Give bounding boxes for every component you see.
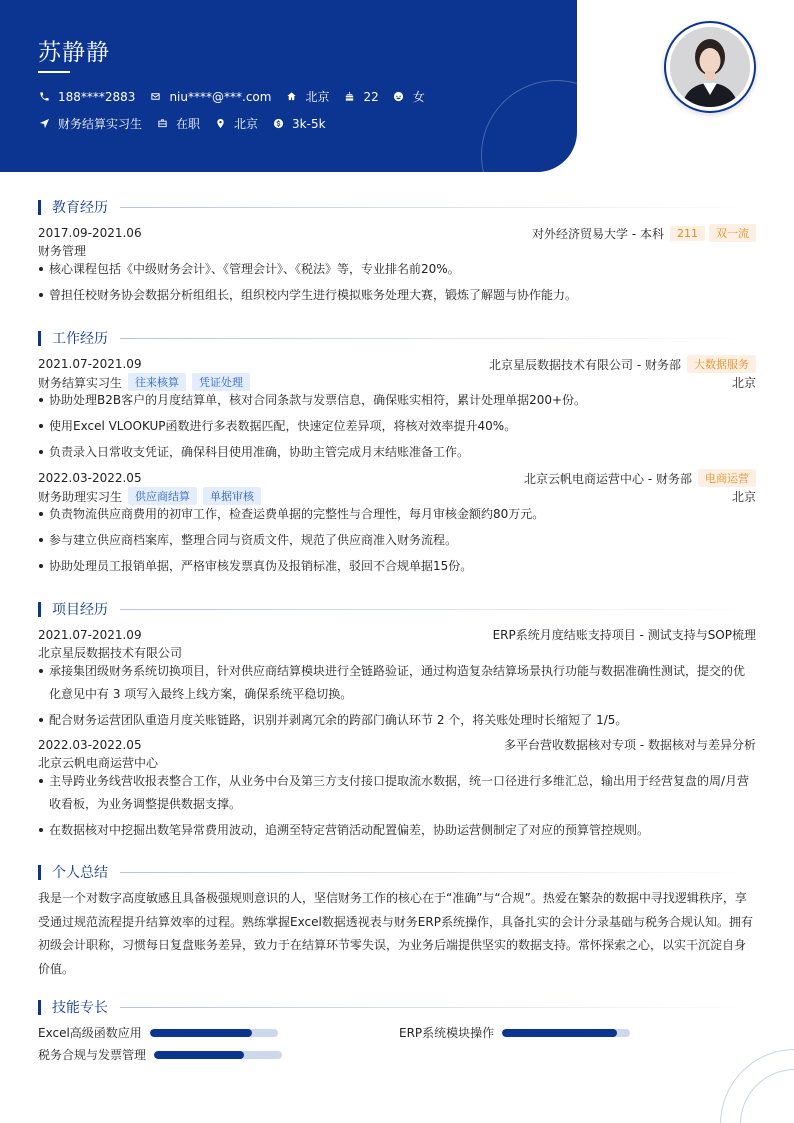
phone-item (38, 90, 135, 104)
skill-item (399, 1024, 630, 1041)
skill-item (38, 1046, 282, 1063)
list-item: 配合财务运营团队重造月度关账链路，识别并剥离冗余的跨部门确认环节 2 个，将关账处理时长缩短了 1/5。 (38, 709, 756, 732)
education-tag: 211 (670, 226, 705, 241)
project-bullets (38, 660, 756, 735)
work-title: 财务助理实习生 (38, 489, 123, 504)
work-period: 2022.03-2022.05 (38, 471, 142, 485)
education-school: 对外经济贸易大学 - 本科 (532, 226, 664, 241)
skill-name: Excel高级函数应用 (38, 1026, 142, 1040)
section-title-skills: 技能专长 (38, 997, 756, 1017)
list-item: 使用Excel VLOOKUP函数进行多表数据匹配，快速定位差异项，将核对效率提升40%。 (38, 415, 756, 438)
city-item (285, 88, 329, 105)
skill-level-fill (154, 1051, 244, 1059)
status-item (156, 115, 200, 132)
job-intent-row (38, 115, 340, 132)
gender-value: 女 (412, 90, 425, 104)
target-city-value: 北京 (234, 117, 259, 131)
work-bullets (38, 503, 756, 581)
name-underline (38, 71, 70, 73)
project-company: 北京云帆电商运营中心 (38, 756, 159, 770)
age-value: 22 (363, 89, 379, 104)
phone-value: 188****2883 (58, 89, 136, 104)
location-pin-icon (214, 118, 226, 130)
project-company: 北京星辰数据技术有限公司 (38, 646, 183, 660)
header-banner (0, 0, 577, 172)
skill-name: 税务合规与发票管理 (38, 1048, 147, 1062)
contact-row (38, 88, 439, 105)
avatar (664, 21, 756, 113)
money-icon (272, 118, 284, 130)
target-job-item (38, 115, 142, 132)
project-name: ERP系统月度结账支持项目 - 测试支持与SOP梳理 (492, 628, 756, 642)
city-value: 北京 (305, 90, 330, 104)
section-title-education: 教育经历 (38, 197, 756, 217)
list-item: 核心课程包括《中级财务会计》、《管理会计》、《税法》等，专业排名前20%。 (38, 258, 756, 281)
education-header-row (38, 224, 756, 242)
work-header-row (38, 355, 756, 373)
education-period: 2017.09-2021.06 (38, 226, 142, 240)
list-item: 协助处理员工报销单据，严格审核发票真伪及报销标准，驳回不合规单据15份。 (38, 555, 756, 578)
skill-level-bar (150, 1029, 278, 1037)
education-tag: 双一流 (709, 224, 756, 242)
briefcase-icon (156, 118, 168, 130)
work-bullets (38, 389, 756, 467)
section-title-work: 工作经历 (38, 328, 756, 348)
industry-tag: 电商运营 (698, 469, 756, 487)
work-period: 2021.07-2021.09 (38, 357, 142, 371)
face-icon (393, 91, 405, 103)
project-header-row (38, 626, 756, 643)
section-title-summary: 个人总结 (38, 862, 756, 882)
project-period: 2022.03-2022.05 (38, 737, 142, 752)
work-header-row (38, 469, 756, 487)
skill-level-fill (150, 1029, 252, 1037)
project-name: 多平台营收数据核对专项 - 数据核对与差异分析 (504, 738, 756, 752)
skill-tag: 单据审核 (203, 487, 261, 505)
summary-text: 我是一个对数字高度敏感且具备极强规则意识的人，坚信财务工作的核心在于“准确”与“合规”。热爱在繁杂的数据中寻找逻辑秩序，享受通过规范流程提升结算效率的过程。熟练掌握Excel数据透视表与财务ERP系统操作，具备扎实的会计分录基础与税务合规认知。拥有初级会计职称，习惯每日复盘账务差异，致力于在结算环节零失误，为业务后端提供坚实的数据支持。常怀探索之心，以实干沉淀自身价值。 (38, 891, 753, 976)
project-bullets (38, 770, 756, 845)
skill-level-bar (154, 1051, 282, 1059)
list-item: 曾担任校财务协会数据分析组组长，组织校内学生进行模拟账务处理大赛，锻炼了解题与协作能力。 (38, 284, 756, 307)
list-item: 承接集团级财务系统切换项目，针对供应商结算模块进行全链路验证，通过构造复杂结算场景执行功能与数据准确性测试，提交的优化意见中有 3 项写入最终上线方案，确保系统平稳切换。 (38, 660, 756, 706)
skill-item (38, 1024, 278, 1041)
target-city-item (214, 115, 258, 132)
email-icon (149, 91, 161, 103)
project-company-row (38, 644, 756, 661)
skill-level-fill (502, 1029, 617, 1037)
skill-tag: 往来核算 (128, 373, 186, 391)
section-title-projects: 项目经历 (38, 599, 756, 619)
target-job-value: 财务结算实习生 (58, 117, 143, 131)
email-value: niu****@***.com (169, 89, 272, 104)
list-item: 参与建立供应商档案库，整理合同与资质文件，规范了供应商准入财务流程。 (38, 529, 756, 552)
work-city: 北京 (731, 489, 756, 504)
project-header-row (38, 736, 756, 753)
education-bullets (38, 258, 756, 310)
header-decoration-circle (481, 80, 577, 172)
salary-item (272, 117, 326, 131)
work-company: 北京云帆电商运营中心 - 财务部 (524, 471, 692, 486)
list-item: 负责录入日常收支凭证，确保科目使用准确，协助主管完成月末结账准备工作。 (38, 441, 756, 464)
industry-tag: 大数据服务 (687, 355, 756, 373)
profile-photo (670, 27, 750, 107)
candidate-name: 苏静静 (38, 40, 110, 66)
education-major: 财务管理 (38, 244, 87, 258)
work-city: 北京 (731, 375, 756, 390)
email-item (149, 90, 271, 104)
salary-value: 3k-5k (292, 116, 326, 131)
project-period: 2021.07-2021.09 (38, 627, 142, 642)
education-major-row (38, 242, 756, 259)
skill-level-bar (502, 1029, 630, 1037)
skill-name: ERP系统模块操作 (399, 1026, 495, 1040)
list-item: 在数据核对中挖掘出数笔异常费用波动，追溯至特定营销活动配置偏差，协助运营侧制定了对应的预算管控规则。 (38, 819, 756, 842)
send-icon (38, 118, 50, 130)
home-icon (285, 91, 297, 103)
work-company: 北京星辰数据技术有限公司 - 财务部 (489, 357, 681, 372)
work-title: 财务结算实习生 (38, 375, 123, 390)
list-item: 主导跨业务线营收报表整合工作，从业务中台及第三方支付接口提取流水数据，统一口径进行多维汇总，输出用于经营复盘的周/月营收看板，为业务调整提供数据支撑。 (38, 770, 756, 816)
skill-tag: 供应商结算 (128, 487, 197, 505)
status-value: 在职 (176, 117, 201, 131)
cake-icon (343, 91, 355, 103)
list-item: 协助处理B2B客户的月度结算单，核对合同条款与发票信息，确保账实相符，累计处理单据200+份。 (38, 389, 756, 412)
project-company-row (38, 754, 756, 771)
list-item: 负责物流供应商费用的初审工作，检查运费单据的完整性与合理性，每月审核金额约80万元。 (38, 503, 756, 526)
skill-tag: 凭证处理 (192, 373, 250, 391)
age-item (343, 90, 378, 104)
phone-icon (38, 91, 50, 103)
gender-item (393, 88, 425, 105)
